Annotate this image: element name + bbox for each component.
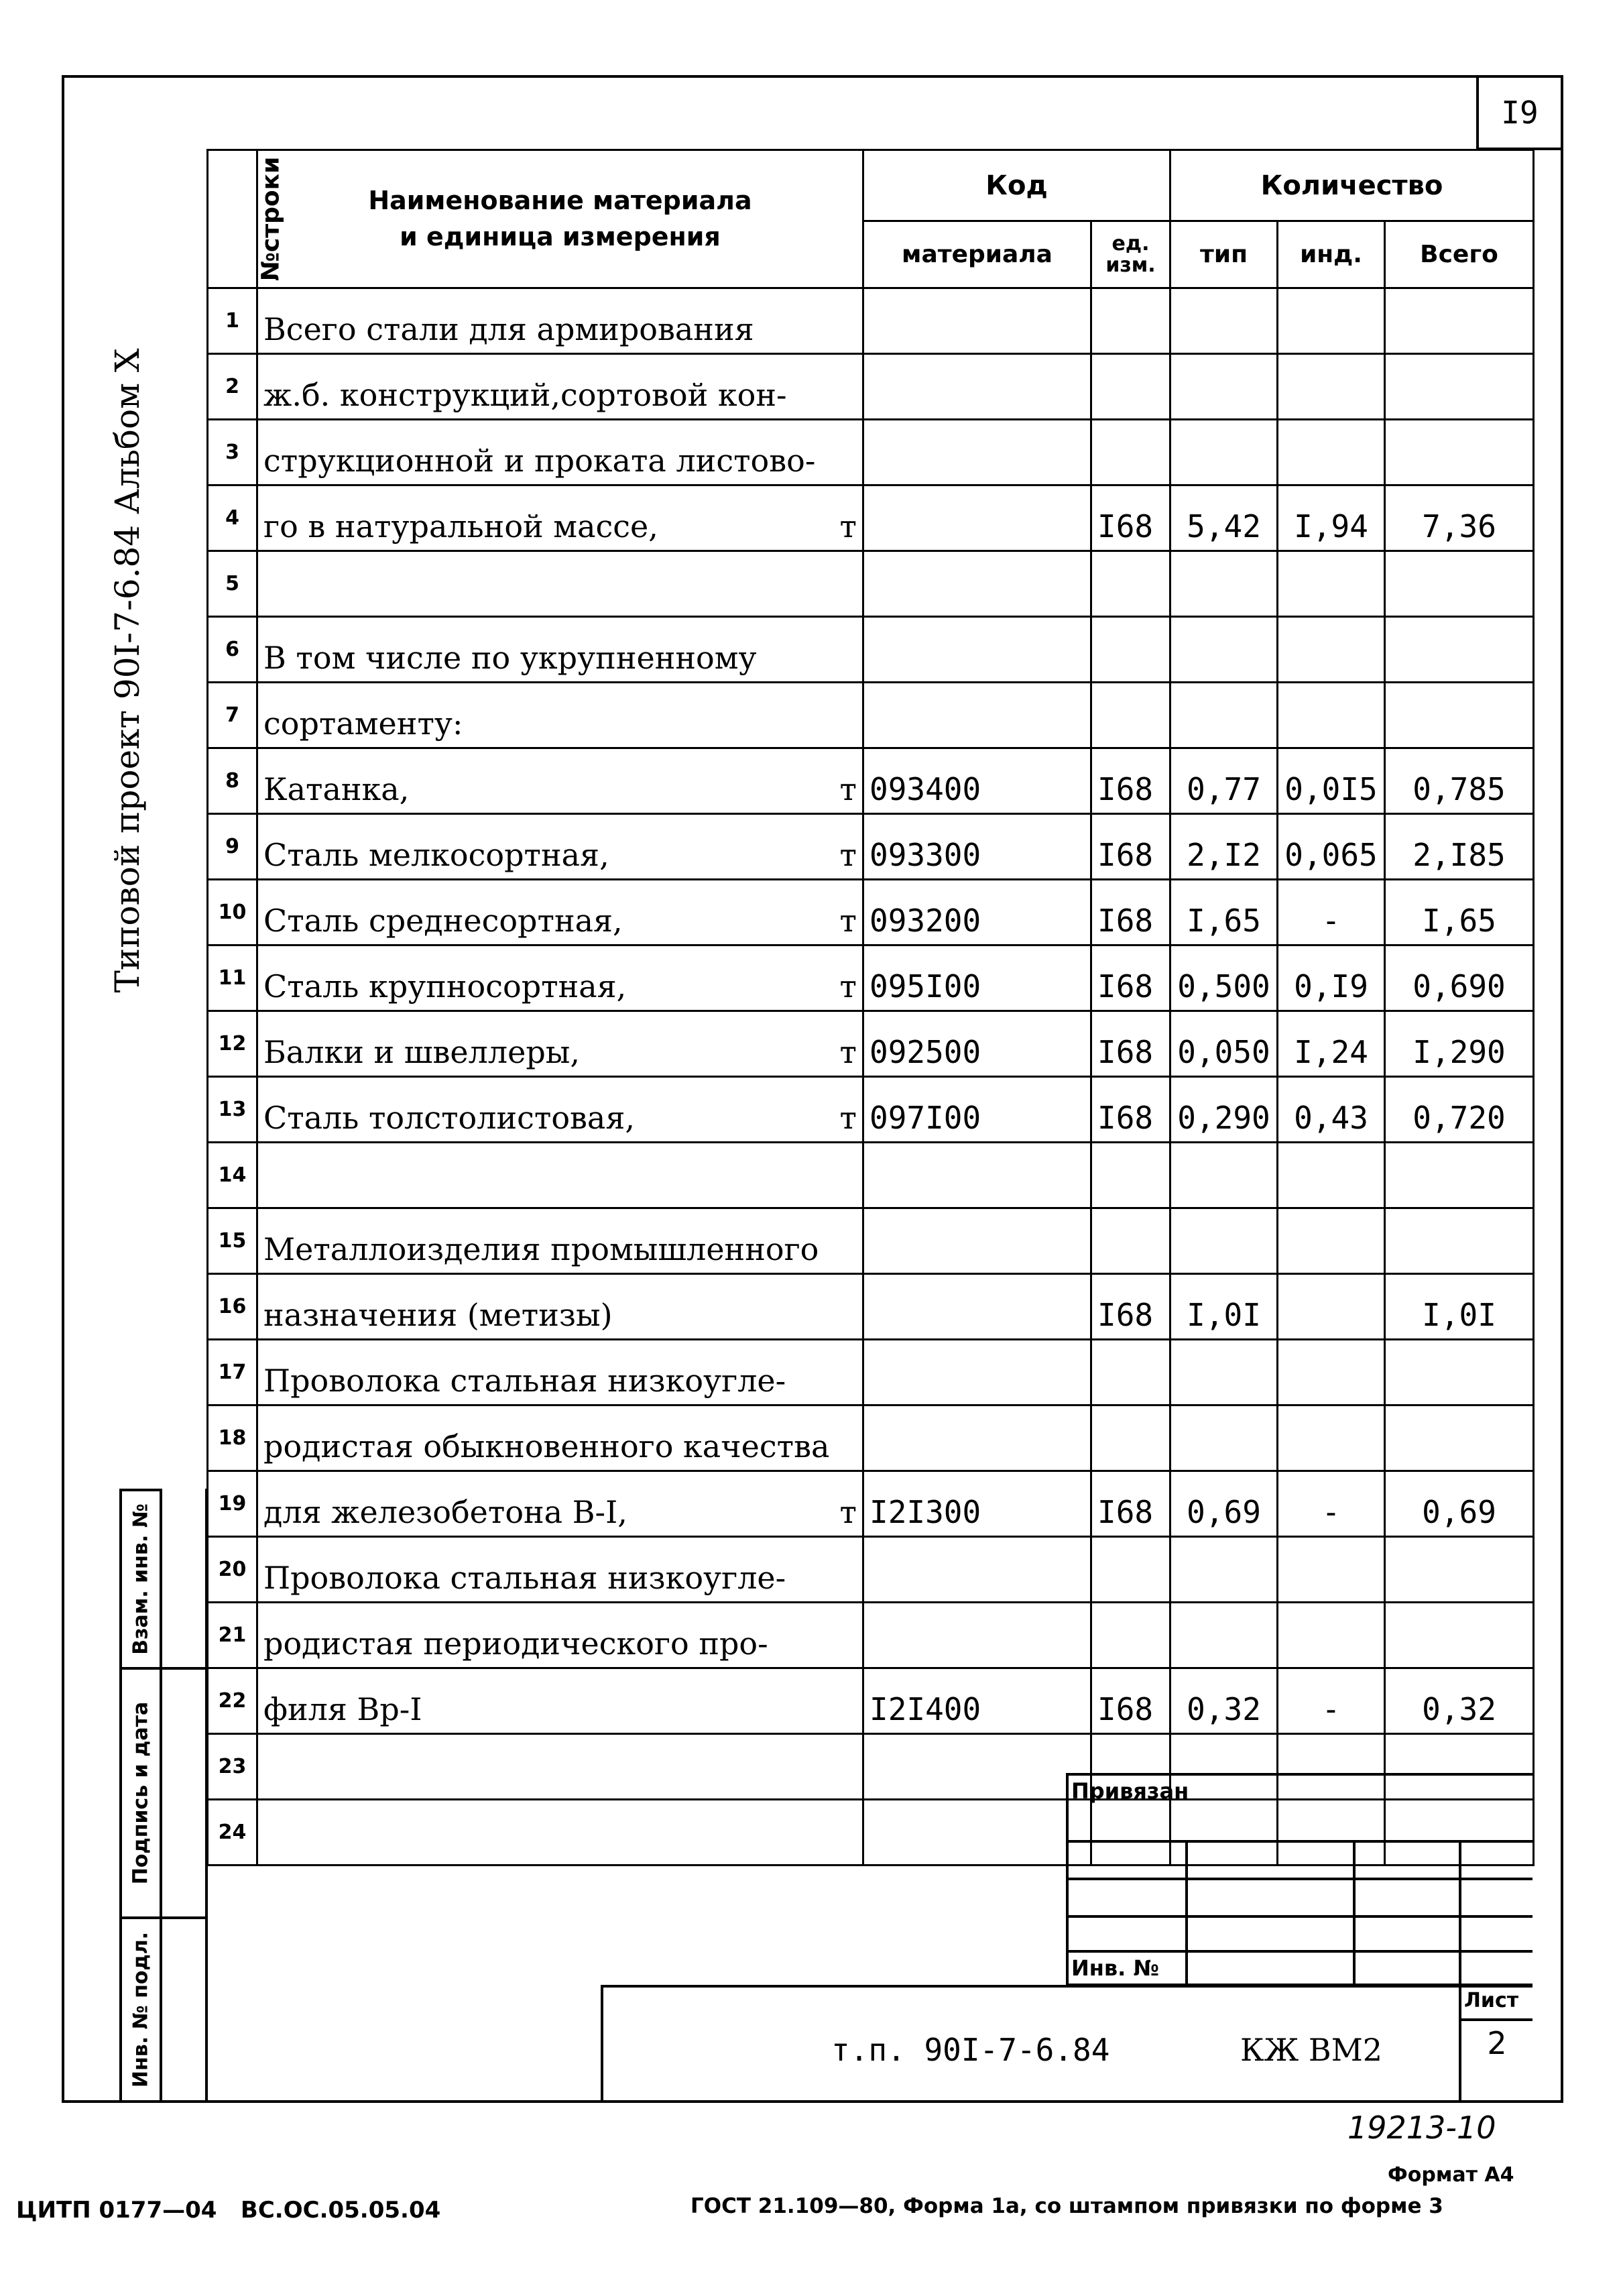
row-unit [1091,1143,1170,1208]
stamp-inv-podl [119,1916,162,2103]
table-row [208,1274,1534,1340]
row-number: 7 [208,683,257,748]
row-name-cell [257,1734,863,1800]
row-ind [1278,1340,1385,1405]
row-unit [1091,1405,1170,1471]
stamp-podpis-text: Подпись и дата [129,1701,153,1885]
handwritten-number: 19213-10 [1347,2110,1496,2146]
row-unit [1091,1340,1170,1405]
doc-code: т.п. 90I-7-6.84 [831,2032,1110,2068]
row-name-cell [257,1471,863,1537]
row-unit: I68 [1091,1668,1170,1734]
row-code [863,1143,1091,1208]
privyazan-line-4 [1066,1950,1532,1953]
row-tip [1170,288,1278,354]
row-code [863,683,1091,748]
row-tip: 2,I2 [1170,814,1278,880]
row-ind: 0,0I5 [1278,748,1385,814]
inner-left-border [205,1489,208,2103]
row-number: 12 [208,1011,257,1077]
header-row-no-text: №строки [257,156,285,282]
row-tip: 0,77 [1170,748,1278,814]
row-unit-t: т [839,508,857,544]
list-number: 2 [1487,2025,1507,2061]
row-number: 18 [208,1405,257,1471]
row-ind: 0,43 [1278,1077,1385,1143]
row-number: 20 [208,1537,257,1603]
footer-right: ГОСТ 21.109—80, Форма 1а, со штампом привязки по форме 3 [690,2194,1443,2218]
row-number: 19 [208,1471,257,1537]
table-row [208,1011,1534,1077]
row-code [863,420,1091,485]
row-name-cell [257,617,863,683]
row-total: 0,690 [1385,945,1534,1011]
row-unit-t: т [839,903,857,939]
stamp-inv-podl-text: Инв. № подл. [129,1931,153,2088]
row-name: Сталь толстолистовая, [263,1100,635,1136]
row-name-cell [257,354,863,420]
row-ind: - [1278,1471,1385,1537]
privyazan-vline-1 [1185,1840,1188,1985]
row-number: 16 [208,1274,257,1340]
row-name-cell [257,880,863,945]
table-row [208,617,1534,683]
header-ind: инд. [1278,221,1385,288]
table-row [208,288,1534,354]
row-unit: I68 [1091,1471,1170,1537]
format-label: Формат А4 [1388,2163,1514,2187]
row-unit-t: т [839,837,857,873]
row-ind [1278,288,1385,354]
header-unit [1091,221,1170,288]
row-unit [1091,683,1170,748]
row-unit [1091,1603,1170,1668]
row-unit: I68 [1091,945,1170,1011]
row-number: 3 [208,420,257,485]
row-number: 13 [208,1077,257,1143]
row-unit [1091,354,1170,420]
row-tip [1170,1603,1278,1668]
row-code [863,1405,1091,1471]
row-code: I2I300 [863,1471,1091,1537]
row-number: 14 [208,1143,257,1208]
row-number: 22 [208,1668,257,1734]
row-total: 0,785 [1385,748,1534,814]
row-total [1385,1603,1534,1668]
row-ind [1278,1537,1385,1603]
row-number: 21 [208,1603,257,1668]
header-name [257,150,863,288]
row-number: 6 [208,617,257,683]
row-code [863,1800,1091,1866]
row-number: 4 [208,485,257,551]
row-name: Катанка, [263,771,410,807]
row-ind [1278,683,1385,748]
row-ind: 0,I9 [1278,945,1385,1011]
row-total: 0,720 [1385,1077,1534,1143]
row-code: 093400 [863,748,1091,814]
row-total: 0,32 [1385,1668,1534,1734]
row-tip: 0,69 [1170,1471,1278,1537]
row-total [1385,354,1534,420]
row-tip: I,65 [1170,880,1278,945]
row-unit [1091,617,1170,683]
stamp-vzam [119,1489,162,1670]
row-name-cell [257,1537,863,1603]
row-number: 2 [208,354,257,420]
stamp-divider-2 [162,1916,206,1919]
table-body [208,288,1534,1866]
row-name: филя Вр-I [263,1691,422,1727]
side-title-text: Типовой проект 90I-7-6.84 Альбом X [108,348,147,993]
row-unit-t: т [839,1100,857,1136]
row-name: го в натуральной массе, [263,508,658,544]
row-unit [1091,288,1170,354]
row-ind [1278,1405,1385,1471]
row-number: 5 [208,551,257,617]
row-unit: I68 [1091,1011,1170,1077]
row-ind [1278,1143,1385,1208]
row-ind [1278,617,1385,683]
row-tip [1170,683,1278,748]
doc-mark: КЖ ВМ2 [1240,2032,1383,2068]
row-tip [1170,551,1278,617]
table-row [208,1537,1534,1603]
row-total: I,290 [1385,1011,1534,1077]
row-number: 15 [208,1208,257,1274]
table-row [208,880,1534,945]
row-name: родистая обыкновенного качества [263,1428,830,1465]
row-code [863,1734,1091,1800]
row-number: 24 [208,1800,257,1866]
row-total: I,0I [1385,1274,1534,1340]
row-code [863,617,1091,683]
row-name-cell [257,1340,863,1405]
row-tip: 0,32 [1170,1668,1278,1734]
privyazan-label: Привязан [1071,1778,1189,1804]
row-code [863,485,1091,551]
row-total [1385,1143,1534,1208]
row-code [863,1603,1091,1668]
row-total [1385,420,1534,485]
header-name-line1: Наименование материала [368,186,752,216]
row-number: 10 [208,880,257,945]
row-name: Сталь мелкосортная, [263,837,609,873]
header-unit-line2: изм. [1105,253,1156,277]
row-code [863,1274,1091,1340]
privyazan-vline-3 [1459,1840,1461,1985]
table-row [208,1143,1534,1208]
row-name: Всего стали для армирования [263,311,754,347]
row-name: Сталь среднесортная, [263,903,623,939]
table-row [208,1077,1534,1143]
row-name: Проволока стальная низкоугле- [263,1363,786,1399]
stamp-divider [162,1667,206,1670]
row-number: 1 [208,288,257,354]
row-unit: I68 [1091,1077,1170,1143]
row-unit [1091,1208,1170,1274]
table-row [208,814,1534,880]
row-name: Сталь крупносортная, [263,968,627,1005]
list-label: Лист [1464,1989,1519,2012]
row-unit: I68 [1091,485,1170,551]
row-ind [1278,1603,1385,1668]
row-name-cell [257,1077,863,1143]
row-name-cell [257,485,863,551]
specification-table [206,149,1535,1866]
row-unit: I68 [1091,880,1170,945]
header-code: Код [863,150,1170,221]
row-tip [1170,420,1278,485]
row-name-cell [257,683,863,748]
table-row [208,1668,1534,1734]
row-ind: I,94 [1278,485,1385,551]
table-row [208,1340,1534,1405]
row-unit: I68 [1091,1274,1170,1340]
row-name-cell [257,1405,863,1471]
row-code: 092500 [863,1011,1091,1077]
row-tip [1170,1340,1278,1405]
row-name: Балки и швеллеры, [263,1034,580,1070]
row-code [863,551,1091,617]
table-row [208,1471,1534,1537]
row-name: для железобетона В-I, [263,1494,627,1530]
row-tip [1170,354,1278,420]
header-row-no [208,150,285,288]
table-row [208,1603,1534,1668]
row-total [1385,551,1534,617]
row-code: 093200 [863,880,1091,945]
header-quantity: Количество [1170,150,1534,221]
row-total [1385,288,1534,354]
header-unit-line1: ед. [1111,232,1150,255]
row-name-cell [257,1011,863,1077]
row-total: 0,69 [1385,1471,1534,1537]
table-row [208,551,1534,617]
row-ind: 0,065 [1278,814,1385,880]
row-ind [1278,1274,1385,1340]
row-total [1385,1405,1534,1471]
row-unit [1091,551,1170,617]
header-material: материала [863,221,1091,288]
header-name-line2: и единица измерения [400,221,721,251]
row-tip: 5,42 [1170,485,1278,551]
table-row [208,748,1534,814]
inv-no-label: Инв. № [1071,1955,1159,1981]
row-ind [1278,420,1385,485]
row-unit: I68 [1091,814,1170,880]
list-hline [1459,2018,1532,2021]
table-row [208,1405,1534,1471]
row-name-cell [257,1603,863,1668]
row-number: 17 [208,1340,257,1405]
row-total [1385,683,1534,748]
row-name-cell [257,1208,863,1274]
table-row [208,683,1534,748]
row-name: родистая периодического про- [263,1625,768,1662]
privyazan-line-2 [1066,1878,1532,1880]
row-name-cell [257,1143,863,1208]
row-total [1385,1340,1534,1405]
row-unit-t: т [839,968,857,1005]
row-name-cell [257,551,863,617]
row-code [863,1340,1091,1405]
row-total [1385,1537,1534,1603]
row-unit: I68 [1091,748,1170,814]
row-tip [1170,617,1278,683]
row-code: 095I00 [863,945,1091,1011]
row-total [1385,617,1534,683]
row-code [863,1208,1091,1274]
row-name-cell [257,288,863,354]
row-unit-t: т [839,1494,857,1530]
row-ind [1278,551,1385,617]
row-name-cell [257,1668,863,1734]
privyazan-vline-2 [1353,1840,1356,1985]
privyazan-line-3 [1066,1915,1532,1918]
row-number: 11 [208,945,257,1011]
row-code [863,288,1091,354]
table-row [208,945,1534,1011]
row-code: 097I00 [863,1077,1091,1143]
row-ind: I,24 [1278,1011,1385,1077]
sheet-number: I9 [1476,75,1563,150]
footer-left: ЦИТП 0177—04 ВС.ОС.05.05.04 [16,2197,441,2224]
stamp-vzam-text: Взам. инв. № [129,1503,153,1655]
row-unit [1091,420,1170,485]
row-tip: 0,290 [1170,1077,1278,1143]
row-ind: - [1278,880,1385,945]
row-name: ж.б. конструкций,сортовой кон- [263,377,787,413]
row-code [863,354,1091,420]
row-code: 093300 [863,814,1091,880]
row-ind [1278,1208,1385,1274]
row-name-cell [257,420,863,485]
row-code: I2I400 [863,1668,1091,1734]
table-row [208,420,1534,485]
row-code [863,1537,1091,1603]
row-tip: 0,050 [1170,1011,1278,1077]
row-name-cell [257,814,863,880]
table-row [208,485,1534,551]
row-unit [1091,1537,1170,1603]
row-name-cell [257,1800,863,1866]
row-tip: 0,500 [1170,945,1278,1011]
row-name: назначения (метизы) [263,1297,613,1333]
row-unit-t: т [839,771,857,807]
row-number: 9 [208,814,257,880]
row-tip [1170,1143,1278,1208]
row-number: 23 [208,1734,257,1800]
row-tip [1170,1208,1278,1274]
row-name: струкционной и проката листово- [263,443,816,479]
row-tip [1170,1405,1278,1471]
row-name: В том числе по укрупненному [263,640,757,676]
stamp-podpis [119,1667,162,1919]
row-total: I,65 [1385,880,1534,945]
row-total [1385,1208,1534,1274]
row-ind: - [1278,1668,1385,1734]
row-total: 7,36 [1385,485,1534,551]
row-name-cell [257,945,863,1011]
header-tip: тип [1170,221,1278,288]
row-name: сортаменту: [263,705,463,742]
row-name: Металлоизделия промышленного [263,1231,819,1267]
row-name: Проволока стальная низкоугле- [263,1560,786,1596]
row-total: 2,I85 [1385,814,1534,880]
row-name-cell [257,748,863,814]
header-total: Всего [1385,221,1534,288]
row-tip [1170,1537,1278,1603]
row-name-cell [257,1274,863,1340]
row-number: 8 [208,748,257,814]
privyazan-line-1 [1066,1840,1532,1843]
row-tip: I,0I [1170,1274,1278,1340]
row-ind [1278,354,1385,420]
table-row [208,354,1534,420]
row-unit-t: т [839,1034,857,1070]
table-row [208,1208,1534,1274]
